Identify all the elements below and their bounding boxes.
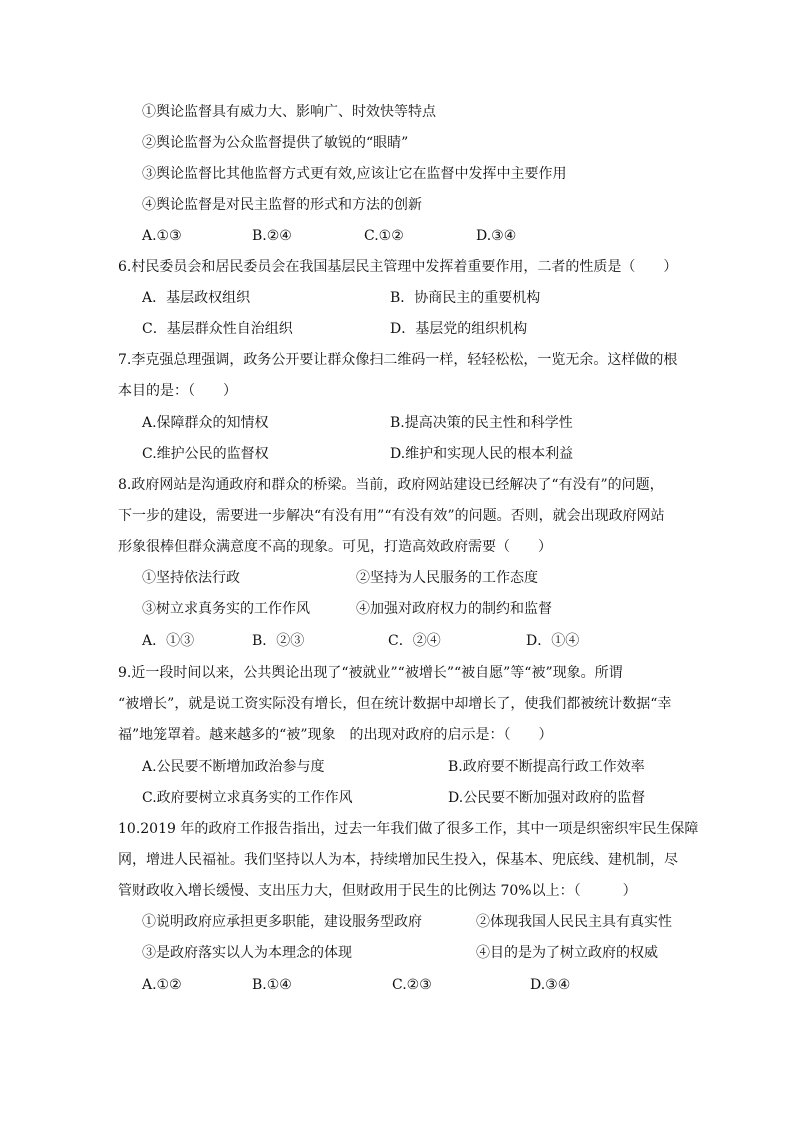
q7-option-d: D.维护和实现人民的根本利益 (390, 446, 574, 462)
q5-statement-4: ④舆论监督是对民主监督的形式和方法的创新 (142, 197, 422, 213)
q7-option-c: C.维护公民的监督权 (142, 446, 269, 462)
q9-stem-line-2: “被增长”，就是说工资实际没有增长，但在统计数据中却增长了，使我们都被统计数据“幸 (118, 696, 672, 712)
q8-stem-line-2: 下一步的建设，需要进一步解决“有没有用”“有没有效”的问题。否则，就会出现政府网站 (118, 508, 665, 524)
q8-statement-1: ①坚持依法行政 (142, 570, 240, 586)
q6-option-b: B．协商民主的重要机构 (390, 290, 541, 306)
q7-option-b: B.提高决策的民主性和科学性 (390, 415, 573, 431)
q10-stem-line-2: 网，增进人民福祉。我们坚持以人为本，持续增加民生投入，保基本、兜底线、建机制，尽 (118, 852, 678, 868)
q9-option-b: B.政府要不断提高行政工作效率 (448, 759, 645, 775)
q10-statement-1: ①说明政府应承担更多职能，建设服务型政府 (142, 914, 422, 930)
q5-statement-3: ③舆论监督比其他监督方式更有效,应该让它在监督中发挥中主要作用 (142, 166, 567, 182)
q9-option-a: A.公民要不断增加政治参与度 (142, 759, 325, 775)
q8-stem-line-3: 形象很棒但群众满意度不高的现象。可见，打造高效政府需要（ ） (118, 539, 552, 555)
q10-stem-line-1: 10.2019 年的政府工作报告指出，过去一年我们做了很多工作，其中一项是织密织牢民生保障 (118, 821, 699, 837)
q8-option-a: A．①③ (142, 633, 195, 649)
q8-stem-line-1: 8.政府网站是沟通政府和群众的桥梁。当前，政府网站建设已经解决了“有没有”的问题， (118, 477, 664, 493)
q6-option-a: A．基层政权组织 (142, 290, 251, 306)
q5-option-b: B.②④ (252, 228, 292, 244)
q10-option-c: C.②③ (392, 977, 432, 993)
q9-stem-line-1: 9.近一段时间以来，公共舆论出现了“被就业”“被增长”“被自愿”等“被”现象。所谓 (118, 665, 623, 681)
q10-statement-3: ③是政府落实以人为本理念的体现 (142, 945, 352, 961)
q7-stem-line-1: 7.李克强总理强调，政务公开要让群众像扫二维码一样，轻轻松松，一览无余。这样做的根 (118, 352, 678, 368)
q8-option-b: B．②③ (252, 633, 305, 649)
q7-option-a: A.保障群众的知情权 (142, 415, 269, 431)
q10-statement-2: ②体现我国人民民主具有真实性 (476, 914, 672, 930)
q10-option-a: A.①② (142, 977, 182, 993)
q7-stem-line-2: 本目的是：（ ） (118, 383, 237, 399)
q10-stem-line-3: 管财政收入增长缓慢、支出压力大，但财政用于民生的比例达 70%以上：（ ） (118, 883, 637, 899)
q5-option-a: A.①③ (142, 228, 182, 244)
q5-option-c: C.①② (364, 228, 404, 244)
q8-option-c: C．②④ (388, 633, 441, 649)
q8-option-d: D．①④ (526, 633, 580, 649)
q8-statement-4: ④加强对政府权力的制约和监督 (356, 601, 552, 617)
q10-statement-4: ④目的是为了树立政府的权威 (476, 945, 658, 961)
q9-option-c: C.政府要树立求真务实的工作作风 (142, 790, 353, 806)
q6-option-d: D．基层党的组织机构 (390, 321, 528, 337)
q6-stem: 6.村民委员会和居民委员会在我国基层民主管理中发挥着重要作用，二者的性质是（ ） (118, 259, 678, 275)
q8-statement-2: ②坚持为人民服务的工作态度 (356, 570, 538, 586)
q9-option-d: D.公民要不断加强对政府的监督 (448, 790, 646, 806)
q5-option-d: D.③④ (476, 228, 517, 244)
q8-statement-3: ③树立求真务实的工作作风 (142, 601, 310, 617)
q6-option-c: C．基层群众性自治组织 (142, 321, 293, 337)
q9-stem-line-3: 福”地笼罩着。越来越多的“被”现象 的出现对政府的启示是：（ ） (118, 727, 553, 743)
q5-statement-2: ②舆论监督为公众监督提供了敏锐的“眼睛” (142, 135, 409, 151)
q10-option-b: B.①④ (252, 977, 292, 993)
q10-option-d: D.③④ (530, 977, 571, 993)
q5-statement-1: ①舆论监督具有威力大、影响广、时效快等特点 (142, 104, 436, 120)
